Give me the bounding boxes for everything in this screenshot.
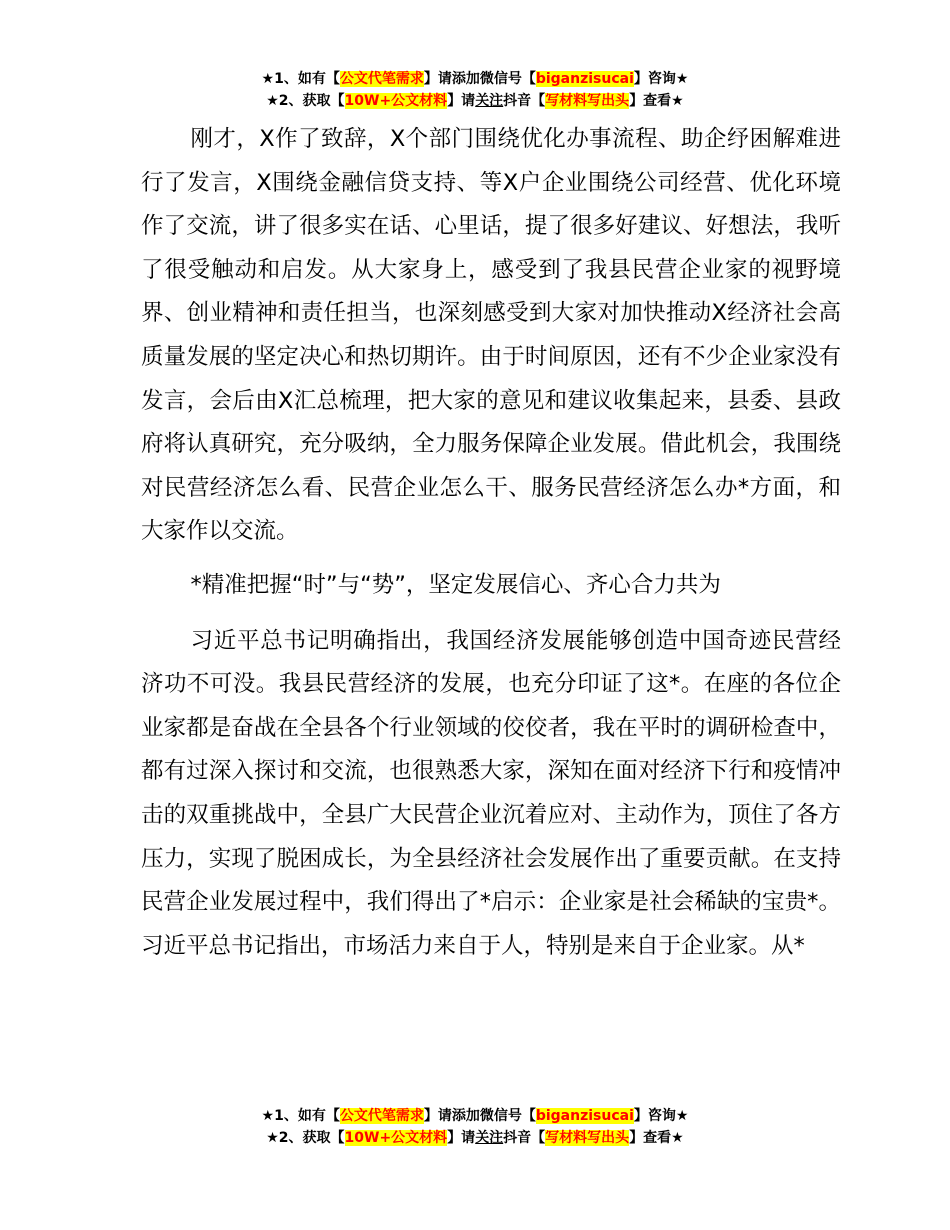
footer-line-2-prefix: ★2、获取【 [266, 1130, 345, 1146]
header-line-1-emphasis: 添加 [451, 71, 480, 87]
footer-line-2-highlight-materials: 10W+公文材料 [344, 1130, 448, 1146]
header-line-2 [0, 90, 950, 112]
footer-line-2 [0, 1127, 950, 1149]
header-line-2-highlight-douyin: 写材料写出头 [545, 93, 630, 109]
footer-line-1-highlight-service: 公文代笔需求 [339, 1108, 424, 1124]
header-line-2-highlight-materials: 10W+公文材料 [344, 93, 448, 109]
footer-line-2-emphasis: 关注 [475, 1130, 504, 1146]
header-line-1-middle: 】请 [423, 71, 452, 87]
header-line-1 [0, 68, 950, 90]
footer-line-2-suffix: 】查看★ [629, 1130, 684, 1146]
header-line-1-middle-2: 微信号【 [479, 71, 536, 87]
section-heading: *精准把握“时”与“势”，坚定发展信心、齐心合力共为 [190, 571, 721, 598]
footer-line-1-middle: 】请 [423, 1108, 452, 1124]
body-paragraph-1: 刚才，X作了致辞，X个部门围绕优化办事流程、助企纾困解难进行了发言，X围绕金融信贷支持、等X户企业围绕公司经营、优化环境作了交流，讲了很多实在话、心里话，提了很多好建议、好想法，我听了很受触动和启发。从大家身上，感受到了我县民营企业家的视野境界、创业精神和责任担当，也深刻感受到大家对加快推动X经济社会高质量发展的坚定决心和热切期许。由于时间原因，还有不少企业家没有发言，会后由X汇总梳理，把大家的意见和建议收集起来，县委、县政府将认真研究，充分吸纳，全力服务保障企业发展。借此机会，我围绕对民营经济怎么看、民营企业怎么干、服务民营经济怎么办*方面，和大家作以交流。 [141, 126, 841, 545]
footer-line-2-middle-2: 抖音【 [503, 1130, 546, 1146]
header-line-2-suffix: 】查看★ [629, 93, 684, 109]
footer-line-2-middle: 】请 [447, 1130, 476, 1146]
header-line-1-prefix: ★1、如有【 [261, 71, 340, 87]
header-banner [0, 68, 950, 112]
header-line-2-prefix: ★2、获取【 [266, 93, 345, 109]
header-line-1-suffix: 】咨询★ [633, 71, 689, 87]
body-paragraph-2: 习近平总书记明确指出，我国经济发展能够创造中国奇迹民营经济功不可没。我县民营经济的发展，也充分印证了这*。在座的各位企业家都是奋战在全县各个行业领域的佼佼者，我在平时的调研检查中，都有过深入探讨和交流，也很熟悉大家，深知在面对经济下行和疫情冲击的双重挑战中，全县广大民营企业沉着应对、主动作为，顶住了各方压力，实现了脱困成长，为全县经济社会发展作出了重要贡献。在支持民营企业发展过程中，我们得出了*启示：企业家是社会稀缺的宝贵*。习近平总书记指出，市场活力来自于人，特别是来自于企业家。从* [141, 627, 841, 959]
footer-line-1-highlight-wechat: biganzisucai [535, 1108, 634, 1124]
footer-line-1 [0, 1105, 950, 1127]
footer-line-1-emphasis: 添加 [451, 1108, 480, 1124]
footer-line-2-highlight-douyin: 写材料写出头 [545, 1130, 630, 1146]
document-body [141, 118, 841, 968]
footer-banner [0, 1105, 950, 1149]
footer-line-1-middle-2: 微信号【 [479, 1108, 536, 1124]
footer-line-1-suffix: 】咨询★ [633, 1108, 689, 1124]
footer-line-1-prefix: ★1、如有【 [261, 1108, 340, 1124]
header-line-2-middle-2: 抖音【 [503, 93, 546, 109]
header-line-1-highlight-wechat: biganzisucai [535, 71, 634, 87]
header-line-1-highlight-service: 公文代笔需求 [339, 71, 424, 87]
header-line-2-middle: 】请 [447, 93, 476, 109]
header-line-2-emphasis: 关注 [475, 93, 504, 109]
